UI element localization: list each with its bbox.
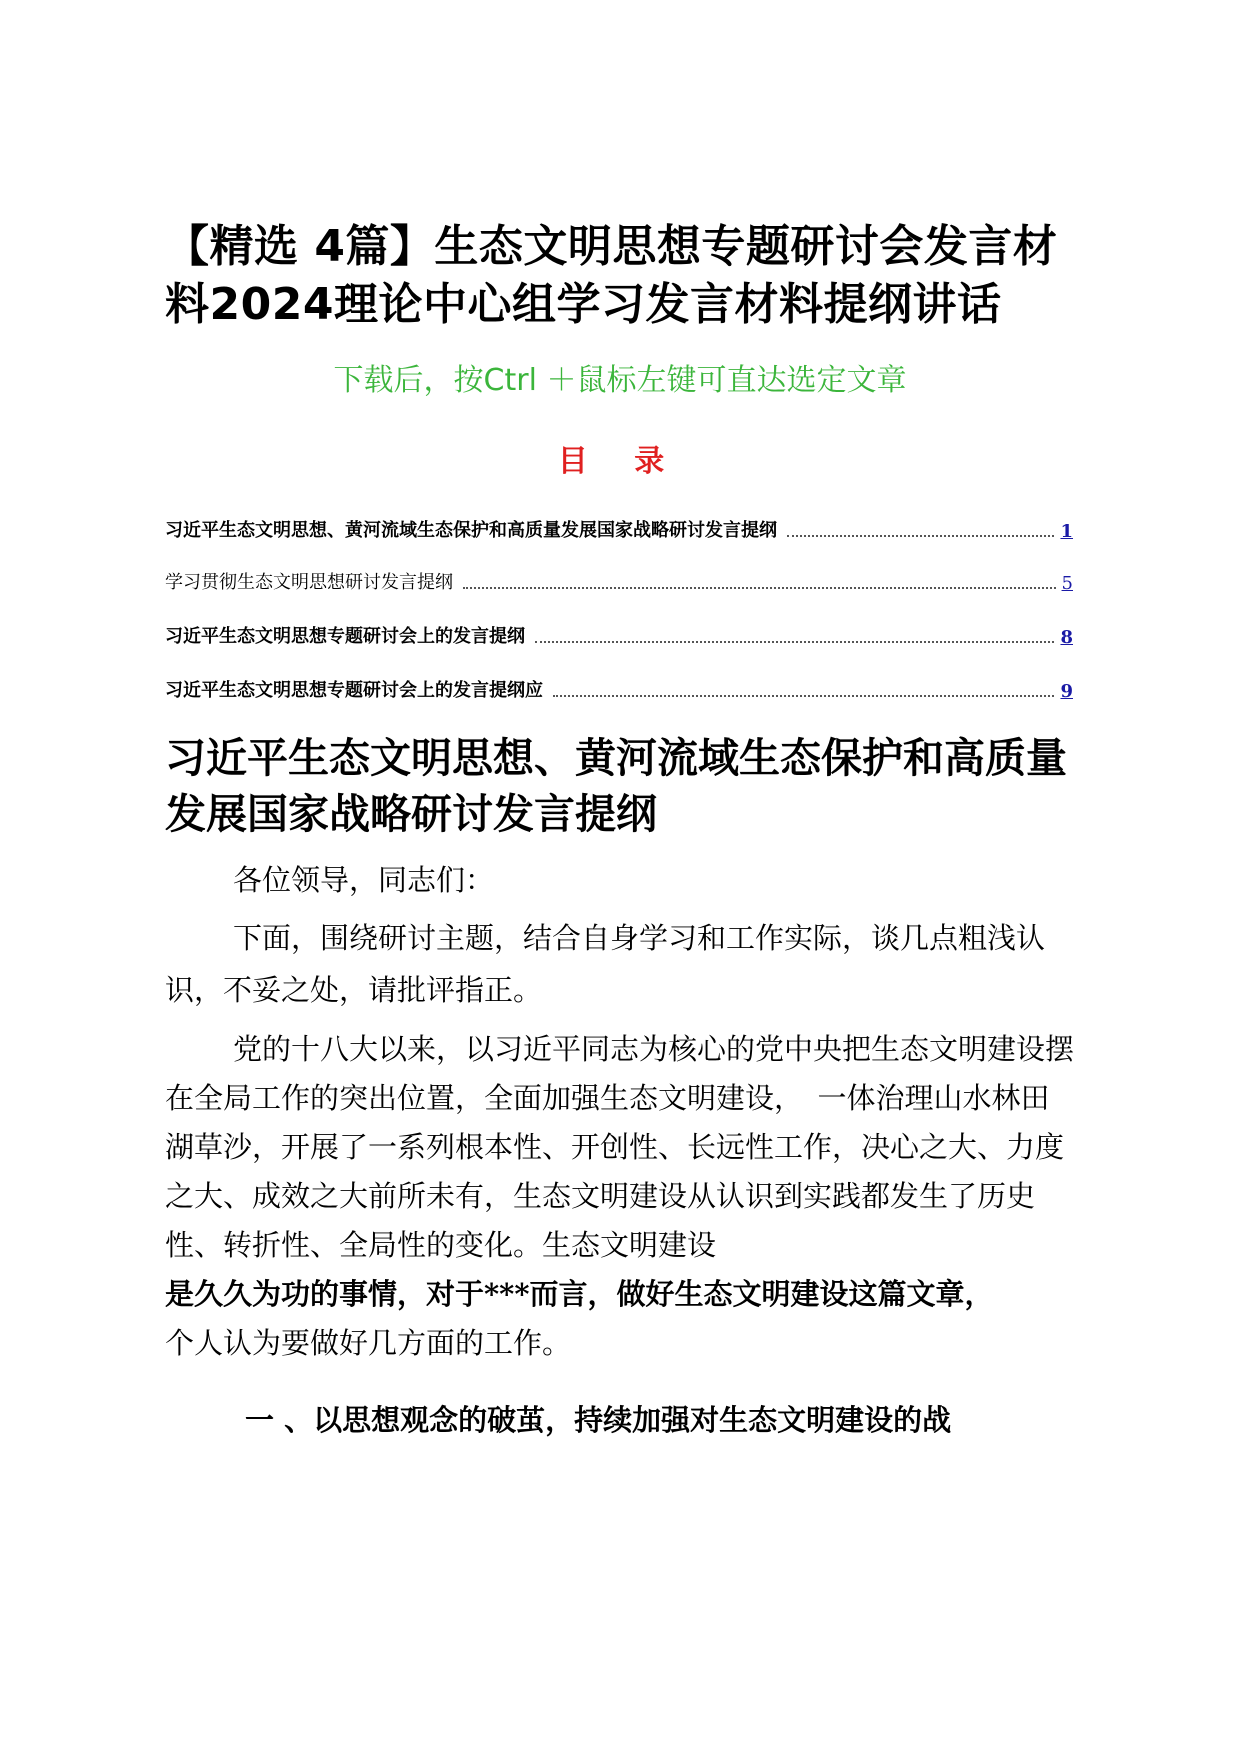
salutation: 各位领导，同志们： <box>233 863 495 897</box>
emphasized-sentence: 是久久为功的事情，对于***而言，做好生态文明建设这篇文章， <box>165 1277 994 1311</box>
toc-entry[interactable] <box>165 618 1073 648</box>
toc-entry-page[interactable]: 8 <box>1060 627 1073 648</box>
toc-entry-title[interactable]: 学习贯彻生态文明思想研讨发言提纲 <box>165 572 453 593</box>
navigation-hint: 下载后，按Ctrl ＋鼠标左键可直达选定文章 <box>333 363 907 398</box>
toc-heading: 目 录 <box>557 444 683 479</box>
toc-leader-dots <box>535 640 1054 643</box>
toc-entry[interactable] <box>165 672 1073 702</box>
toc-entry[interactable] <box>165 564 1073 594</box>
point-heading: 一 、以思想观念的破茧，持续加强对生态文明建设的战 <box>245 1403 952 1437</box>
toc-entry-page[interactable]: 5 <box>1061 573 1073 594</box>
intro-paragraph: 下面，围绕研讨主题，结合自身学习和工作实际，谈几点粗浅认识，不妥之处，请批评指正。 <box>165 921 1046 1007</box>
toc-entry-title[interactable]: 习近平生态文明思想专题研讨会上的发言提纲 <box>165 626 525 647</box>
toc-entry-page[interactable]: 9 <box>1060 681 1073 702</box>
toc-leader-dots <box>787 534 1054 537</box>
toc-leader-dots <box>553 694 1054 697</box>
body-paragraph-text: 党的十八大以来，以习近平同志为核心的党中央把生态文明建设摆在全局工作的突出位置，全面加强生态文明建设， 一体治理山水林田湖草沙，开展了一系列根本性、开创性、长远性工作，决心之大、力度之大、成效之大前所未有，生态文明建设从认识到实践都发生了历史性、转折性、全局性的变化。生态文明建设 <box>165 1032 1075 1262</box>
body-paragraph-ending: 个人认为要做好几方面的工作。 <box>165 1326 572 1360</box>
toc-entry[interactable] <box>165 512 1073 542</box>
document-title: 【精选 4篇】生态文明思想专题研讨会发言材料2024理论中心组学习发言材料提纲讲话 <box>165 221 1058 330</box>
toc-leader-dots <box>463 586 1056 589</box>
body-paragraph <box>165 1025 1075 1368</box>
toc-entry-title[interactable]: 习近平生态文明思想、黄河流域生态保护和高质量发展国家战略研讨发言提纲 <box>165 520 777 541</box>
section-heading: 习近平生态文明思想、黄河流域生态保护和高质量发展国家战略研讨发言提纲 <box>165 734 1067 838</box>
toc-entry-page[interactable]: 1 <box>1060 521 1073 542</box>
toc-entry-title[interactable]: 习近平生态文明思想专题研讨会上的发言提纲应 <box>165 680 543 701</box>
